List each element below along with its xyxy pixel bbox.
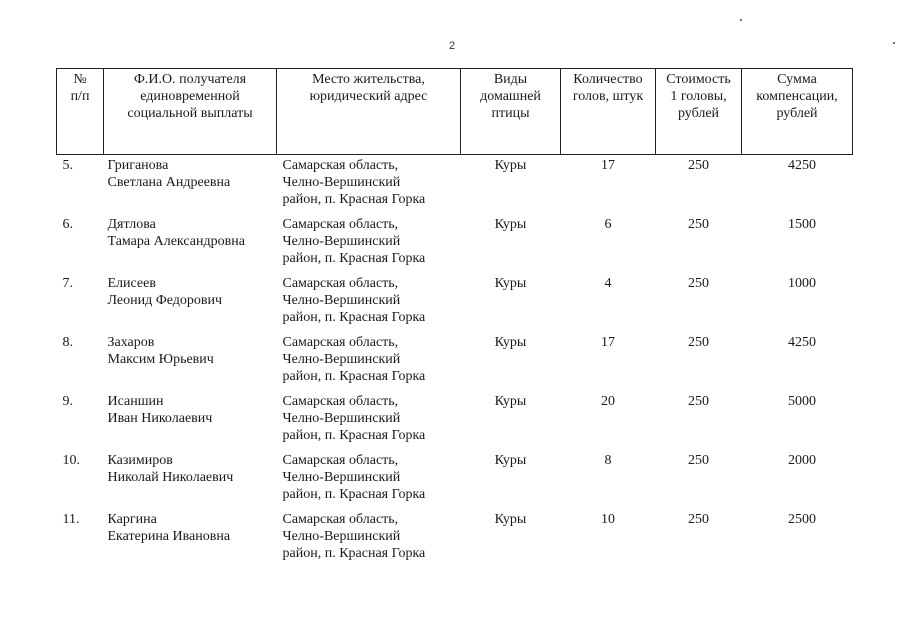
table-header bbox=[57, 69, 853, 155]
header-row bbox=[57, 69, 853, 155]
recipient-name: Исаншин Иван Николаевич bbox=[107, 394, 213, 426]
row-number: 6. bbox=[62, 217, 73, 232]
recipient-address: Самарская область, Челно-Вершинский район, п. Красная Горка bbox=[282, 394, 426, 443]
unit-cost: 250 bbox=[688, 453, 709, 468]
row-number: 9. bbox=[62, 394, 73, 409]
compensation-sum: 2500 bbox=[788, 512, 816, 527]
page-number: 2 bbox=[449, 40, 456, 52]
recipient-address: Самарская область, Челно-Вершинский район, п. Красная Горка bbox=[282, 158, 426, 207]
row-number: 7. bbox=[62, 276, 73, 291]
bird-type: Куры bbox=[494, 276, 527, 291]
header-number: № п/п bbox=[57, 69, 104, 155]
recipient-name: Казимиров Николай Николаевич bbox=[107, 453, 234, 485]
head-count: 10 bbox=[601, 512, 615, 527]
header-address: Место жительства, юридический адрес bbox=[277, 69, 461, 155]
head-count: 6 bbox=[604, 217, 612, 232]
header-compensation-sum: Сумма компенсации, рублей bbox=[742, 69, 853, 155]
unit-cost: 250 bbox=[688, 394, 709, 409]
unit-cost: 250 bbox=[688, 276, 709, 291]
compensation-sum: 4250 bbox=[788, 158, 816, 173]
bird-type: Куры bbox=[494, 394, 527, 409]
compensation-sum: 4250 bbox=[788, 335, 816, 350]
header-bird-type: Виды домашней птицы bbox=[461, 69, 561, 155]
row-number: 11. bbox=[62, 512, 80, 527]
unit-cost: 250 bbox=[688, 158, 709, 173]
row-number: 10. bbox=[62, 453, 80, 468]
compensation-sum: 2000 bbox=[788, 453, 816, 468]
scan-speck bbox=[893, 42, 895, 44]
unit-cost: 250 bbox=[688, 335, 709, 350]
recipient-address: Самарская область, Челно-Вершинский район, п. Красная Горка bbox=[282, 453, 426, 502]
header-unit-cost: Стоимость 1 головы, рублей bbox=[656, 69, 742, 155]
bird-type: Куры bbox=[494, 335, 527, 350]
table-row bbox=[57, 452, 853, 511]
recipient-address: Самарская область, Челно-Вершинский район, п. Красная Горка bbox=[282, 276, 426, 325]
compensation-sum: 1000 bbox=[788, 276, 816, 291]
table-body bbox=[57, 155, 853, 571]
table-row bbox=[57, 275, 853, 334]
scan-speck bbox=[740, 19, 742, 21]
head-count: 17 bbox=[601, 335, 615, 350]
head-count: 20 bbox=[601, 394, 615, 409]
table-row bbox=[57, 511, 853, 570]
recipient-name: Каргина Екатерина Ивановна bbox=[107, 512, 231, 544]
table-row bbox=[57, 155, 853, 217]
recipient-address: Самарская область, Челно-Вершинский район, п. Красная Горка bbox=[282, 217, 426, 266]
head-count: 17 bbox=[601, 158, 615, 173]
recipient-name: Елисеев Леонид Федорович bbox=[107, 276, 223, 308]
row-number: 8. bbox=[62, 335, 73, 350]
table-row bbox=[57, 334, 853, 393]
table-row bbox=[57, 216, 853, 275]
header-head-count: Количество голов, штук bbox=[561, 69, 656, 155]
head-count: 8 bbox=[604, 453, 612, 468]
recipient-name: Дятлова Тамара Александровна bbox=[107, 217, 245, 249]
header-full-name: Ф.И.О. получателя единовременной социальной выплаты bbox=[104, 69, 277, 155]
compensation-sum: 1500 bbox=[788, 217, 816, 232]
bird-type: Куры bbox=[494, 512, 527, 527]
recipient-name: Захаров Максим Юрьевич bbox=[107, 335, 214, 367]
bird-type: Куры bbox=[494, 158, 527, 173]
bird-type: Куры bbox=[494, 453, 527, 468]
bird-type: Куры bbox=[494, 217, 527, 232]
unit-cost: 250 bbox=[688, 217, 709, 232]
row-number: 5. bbox=[62, 158, 73, 173]
recipient-name: Григанова Светлана Андреевна bbox=[107, 158, 231, 190]
recipient-address: Самарская область, Челно-Вершинский район, п. Красная Горка bbox=[282, 335, 426, 384]
table-row bbox=[57, 393, 853, 452]
head-count: 4 bbox=[604, 276, 612, 291]
recipient-address: Самарская область, Челно-Вершинский район, п. Красная Горка bbox=[282, 512, 426, 561]
compensation-sum: 5000 bbox=[788, 394, 816, 409]
compensation-table bbox=[56, 68, 853, 570]
unit-cost: 250 bbox=[688, 512, 709, 527]
